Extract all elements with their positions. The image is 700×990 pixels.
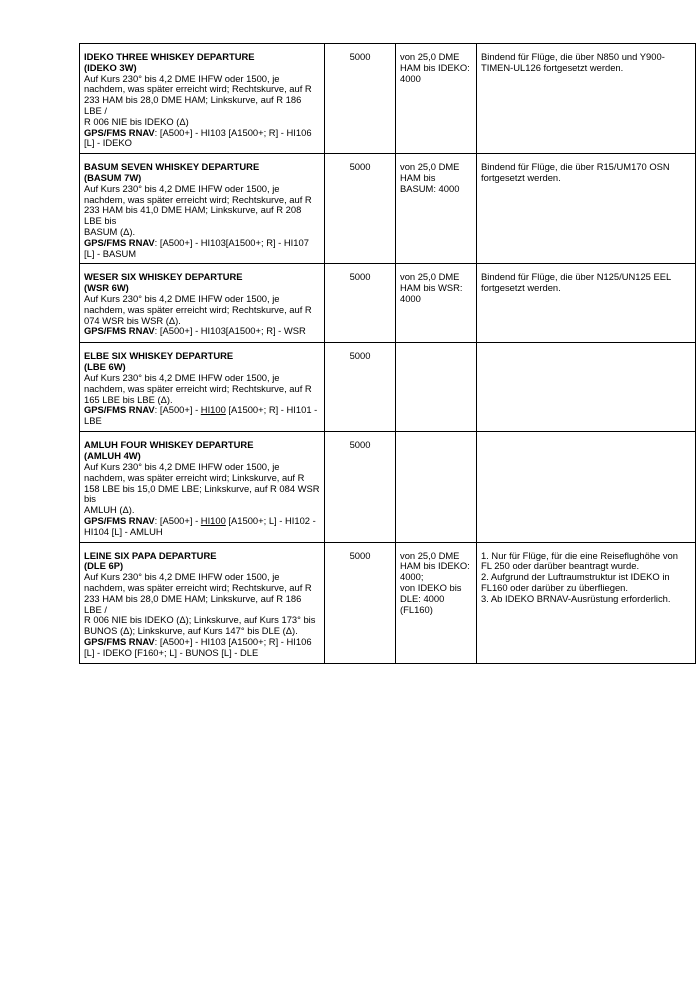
condition-line: von 25,0 DME HAM bis IDEKO: 4000; [400,549,470,583]
gps-line [84,128,320,150]
route-description: R 006 NIE bis IDEKO (Δ); Linkskurve, auf Kurs 173° bis BUNOS (Δ); Linkskurve, auf Kurs 147° bis DLE (Δ). [84,614,316,637]
route-description: Auf Kurs 230° bis 4,2 DME IHFW oder 1500, je nachdem, was später erreicht wird; Linkskurve, auf R 158 LBE bis 15,0 DME LBE; Linkskurve, auf R 084 WSR bis [84,460,320,505]
departure-code: (BASUM 7W) [84,171,142,183]
table-row [80,343,696,432]
gps-label: GPS/FMS RNAV [84,404,155,416]
gps-line [84,516,320,538]
condition-cell: von 25,0 DME HAM bis BASUM: 4000 [396,154,477,264]
remarks-cell [477,343,696,432]
table-row [80,264,696,343]
altitude-cell: 5000 [325,343,396,432]
gps-label: GPS/FMS RNAV [84,514,155,526]
condition-line: von IDEKO bis DLE: 4000 (FL160) [400,581,462,615]
route-cell [80,264,325,343]
condition-cell: von 25,0 DME HAM bis WSR: 4000 [396,264,477,343]
remarks-cell: Bindend für Flüge, die über R15/UM170 OSN fortgesetzt werden. [477,154,696,264]
departure-title: AMLUH FOUR WHISKEY DEPARTURE [84,439,254,451]
route-cell [80,343,325,432]
gps-label: GPS/FMS RNAV [84,126,155,138]
remarks-cell [477,542,696,663]
route-description: AMLUH (Δ). [84,504,135,516]
altitude-cell: 5000 [325,432,396,542]
gps-line [84,405,320,427]
remark-line: 2. Aufgrund der Luftraumstruktur ist IDEKO in FL160 oder darüber zu überfliegen. [481,571,670,593]
gps-route-end: [A1500+; L] - HI102 - HI104 [L] - AMLUH [84,514,316,537]
route-description: BASUM (Δ). [84,225,136,237]
departure-title: LEINE SIX PAPA DEPARTURE [84,549,217,561]
gps-line [84,637,320,659]
gps-line [84,238,320,260]
departure-title: ELBE SIX WHISKEY DEPARTURE [84,350,234,362]
gps-waypoint-underlined: HI100 [200,404,226,416]
remarks-cell [477,432,696,542]
altitude-cell: 5000 [325,154,396,264]
route-cell [80,44,325,154]
departure-title: BASUM SEVEN WHISKEY DEPARTURE [84,161,260,173]
gps-route: : [A500+] - HI103[A1500+; R] - WSR [154,325,306,337]
departure-code: (IDEKO 3W) [84,61,137,73]
table-row [80,154,696,264]
departure-code: (LBE 6W) [84,361,126,373]
route-description: Auf Kurs 230° bis 4,2 DME IHFW oder 1500, je nachdem, was später erreicht wird; Rechtskurve, auf R 233 HAM bis 28,0 DME HAM; Linkskurve, auf R 186 LBE / [84,72,312,116]
remark-line: 3. Ab IDEKO BRNAV-Ausrüstung erforderlich. [481,592,671,604]
departure-title: WESER SIX WHISKEY DEPARTURE [84,271,243,283]
departure-code: (WSR 6W) [84,282,129,294]
condition-cell: von 25,0 DME HAM bis IDEKO: 4000 [396,44,477,154]
gps-route: : [A500+] - HI103 [A1500+; R] - HI106 [L] - IDEKO [84,126,312,149]
gps-route: : [A500+] - HI103[A1500+; R] - HI107 [L] - BASUM [84,236,309,259]
gps-line [84,326,320,337]
gps-route-start: : [A500+] - [154,404,201,416]
route-description: Auf Kurs 230° bis 4,2 DME IHFW oder 1500, je nachdem, was später erreicht wird; Rechtskurve, auf R 165 LBE bis LBE (Δ). [84,371,312,405]
condition-cell [396,343,477,432]
departure-table [79,43,696,664]
remark-line: 1. Nur für Flüge, für die eine Reiseflughöhe von FL 250 oder darüber beantragt wurde. [481,549,678,572]
gps-label: GPS/FMS RNAV [84,236,155,248]
table-row [80,432,696,542]
gps-route-end: [A1500+; R] - HI101 - LBE [84,404,318,427]
table-row [80,542,696,663]
route-description: Auf Kurs 230° bis 4,2 DME IHFW oder 1500, je nachdem, was später erreicht wird; Rechtskurve, auf R 233 HAM bis 41,0 DME HAM; Linkskurve, auf R 208 LBE bis [84,182,312,227]
altitude-cell: 5000 [325,44,396,154]
departure-title: IDEKO THREE WHISKEY DEPARTURE [84,51,255,62]
route-description: Auf Kurs 230° bis 4,2 DME IHFW oder 1500, je nachdem, was später erreicht wird; Rechtskurve, auf R 074 WSR bis WSR (Δ). [84,292,312,326]
condition-cell [396,432,477,542]
gps-label: GPS/FMS RNAV [84,635,155,647]
altitude-cell: 5000 [325,264,396,343]
gps-waypoint-underlined: HI100 [200,514,226,526]
altitude-cell: 5000 [325,542,396,663]
remarks-cell: Bindend für Flüge, die über N850 und Y900-TIMEN-UL126 fortgesetzt werden. [477,44,696,154]
gps-label: GPS/FMS RNAV [84,325,155,337]
route-cell [80,432,325,542]
route-cell [80,542,325,663]
gps-route: : [A500+] - HI103 [A1500+; R] - HI106 [L] - IDEKO [F160+; L] - BUNOS [L] - DLE [84,635,312,658]
gps-route-start: : [A500+] - [154,514,201,526]
departure-code: (DLE 6P) [84,560,124,572]
route-description: Auf Kurs 230° bis 4,2 DME IHFW oder 1500, je nachdem, was später erreicht wird; Rechtskurve, auf R 233 HAM bis 28,0 DME HAM; Linkskurve, auf R 186 LBE / [84,571,312,615]
remarks-cell: Bindend für Flüge, die über N125/UN125 EEL fortgesetzt werden. [477,264,696,343]
departure-code: (AMLUH 4W) [84,450,141,462]
route-cell [80,154,325,264]
route-description: R 006 NIE bis IDEKO (Δ) [84,115,189,127]
condition-cell [396,542,477,663]
table-row [80,44,696,154]
